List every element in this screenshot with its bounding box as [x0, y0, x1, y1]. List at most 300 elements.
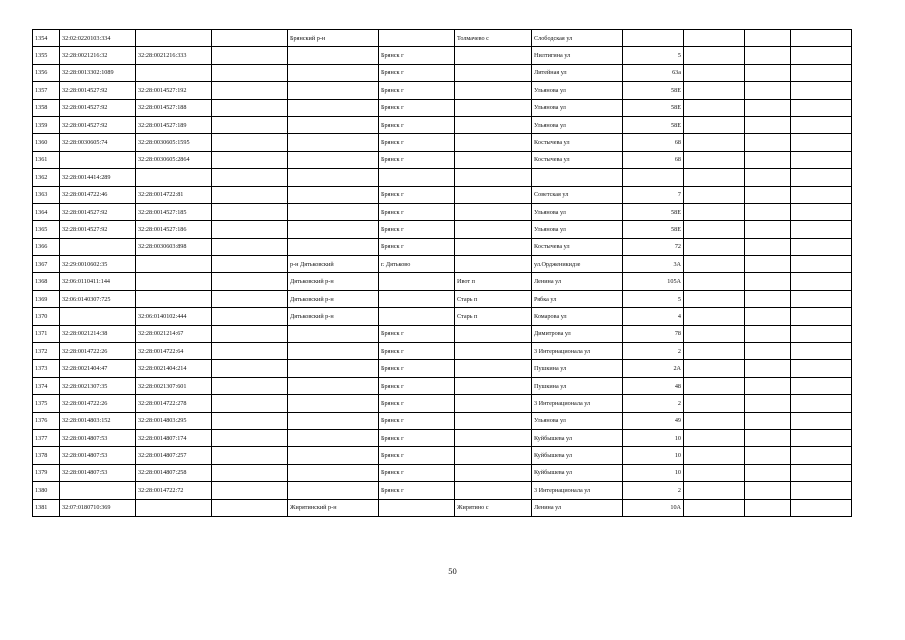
- table-row: [33, 221, 852, 238]
- building-cadastral-cell: 32:28:0014722:278: [136, 395, 212, 412]
- street-cell: Пушкина ул: [532, 360, 623, 377]
- street-cell: 3 Интернационала ул: [532, 395, 623, 412]
- street-cell: Костычева ул: [532, 238, 623, 255]
- row-number-cell: 1358: [33, 99, 60, 116]
- extra-cell: [791, 395, 852, 412]
- extra-cell: [684, 203, 745, 220]
- locality-cell: [455, 186, 532, 203]
- cadastral-number-cell: 32:28:0021307:35: [60, 377, 136, 394]
- empty-cell: [212, 308, 288, 325]
- empty-cell: [212, 377, 288, 394]
- extra-cell: [791, 116, 852, 133]
- house-cell: 58Е: [623, 203, 684, 220]
- cadastral-number-cell: 32:28:0014722:46: [60, 186, 136, 203]
- building-cadastral-cell: 32:28:0021307:601: [136, 377, 212, 394]
- locality-cell: [455, 429, 532, 446]
- row-number-cell: 1380: [33, 482, 60, 499]
- building-cadastral-cell: 32:06:0140102:444: [136, 308, 212, 325]
- building-cadastral-cell: 32:28:0014527:186: [136, 221, 212, 238]
- locality-cell: Жирятино с: [455, 499, 532, 516]
- district-cell: [288, 447, 379, 464]
- street-cell: Куйбышева ул: [532, 464, 623, 481]
- empty-cell: [212, 47, 288, 64]
- table-row: [33, 412, 852, 429]
- empty-cell: [212, 30, 288, 47]
- cadastral-number-cell: [60, 482, 136, 499]
- table-row: [33, 134, 852, 151]
- building-cadastral-cell: 32:28:0021216:333: [136, 47, 212, 64]
- house-cell: 3А: [623, 256, 684, 273]
- city-cell: Брянск г: [379, 186, 455, 203]
- empty-cell: [212, 360, 288, 377]
- empty-cell: [212, 464, 288, 481]
- building-cadastral-cell: [136, 273, 212, 290]
- extra-cell: [745, 429, 791, 446]
- row-number-cell: 1374: [33, 377, 60, 394]
- building-cadastral-cell: 32:28:0014722:64: [136, 343, 212, 360]
- cadastral-number-cell: 32:28:0014722:26: [60, 343, 136, 360]
- extra-cell: [745, 238, 791, 255]
- city-cell: [379, 290, 455, 307]
- city-cell: Брянск г: [379, 238, 455, 255]
- extra-cell: [745, 64, 791, 81]
- empty-cell: [212, 499, 288, 516]
- extra-cell: [791, 412, 852, 429]
- extra-cell: [745, 499, 791, 516]
- street-cell: Ленина ул: [532, 273, 623, 290]
- row-number-cell: 1362: [33, 169, 60, 186]
- table-row: [33, 238, 852, 255]
- table-row: [33, 203, 852, 220]
- building-cadastral-cell: 32:28:0014722:81: [136, 186, 212, 203]
- locality-cell: [455, 169, 532, 186]
- cadastral-number-cell: 32:28:0014527:92: [60, 116, 136, 133]
- building-cadastral-cell: [136, 499, 212, 516]
- table-row: [33, 482, 852, 499]
- extra-cell: [745, 360, 791, 377]
- locality-cell: Ивот п: [455, 273, 532, 290]
- house-cell: 5: [623, 290, 684, 307]
- extra-cell: [791, 169, 852, 186]
- table-row: [33, 429, 852, 446]
- street-cell: Ульянова ул: [532, 99, 623, 116]
- locality-cell: [455, 47, 532, 64]
- district-cell: [288, 238, 379, 255]
- table-row: [33, 256, 852, 273]
- cadastral-number-cell: 32:28:0014527:92: [60, 203, 136, 220]
- extra-cell: [791, 482, 852, 499]
- table-row: [33, 116, 852, 133]
- cadastral-number-cell: 32:07:0180710:369: [60, 499, 136, 516]
- row-number-cell: 1355: [33, 47, 60, 64]
- city-cell: Брянск г: [379, 116, 455, 133]
- extra-cell: [684, 186, 745, 203]
- house-cell: 72: [623, 238, 684, 255]
- locality-cell: [455, 116, 532, 133]
- row-number-cell: 1375: [33, 395, 60, 412]
- building-cadastral-cell: 32:28:0014527:185: [136, 203, 212, 220]
- locality-cell: [455, 238, 532, 255]
- extra-cell: [745, 377, 791, 394]
- locality-cell: [455, 64, 532, 81]
- street-cell: Ульянова ул: [532, 221, 623, 238]
- extra-cell: [684, 30, 745, 47]
- row-number-cell: 1364: [33, 203, 60, 220]
- building-cadastral-cell: 32:28:0014527:188: [136, 99, 212, 116]
- empty-cell: [212, 203, 288, 220]
- district-cell: [288, 82, 379, 99]
- city-cell: Брянск г: [379, 395, 455, 412]
- city-cell: [379, 169, 455, 186]
- extra-cell: [791, 308, 852, 325]
- district-cell: Дятьковский р-н: [288, 290, 379, 307]
- street-cell: Ульянова ул: [532, 203, 623, 220]
- district-cell: [288, 47, 379, 64]
- house-cell: 2А: [623, 360, 684, 377]
- city-cell: Брянск г: [379, 99, 455, 116]
- row-number-cell: 1354: [33, 30, 60, 47]
- house-cell: 58Е: [623, 82, 684, 99]
- row-number-cell: 1376: [33, 412, 60, 429]
- house-cell: 10: [623, 447, 684, 464]
- extra-cell: [745, 273, 791, 290]
- table-body: [33, 30, 852, 517]
- building-cadastral-cell: 32:28:0030605:1595: [136, 134, 212, 151]
- empty-cell: [212, 186, 288, 203]
- table-row: [33, 47, 852, 64]
- table-row: [33, 186, 852, 203]
- register-table: [32, 29, 852, 517]
- building-cadastral-cell: 32:28:0014527:189: [136, 116, 212, 133]
- extra-cell: [791, 360, 852, 377]
- extra-cell: [791, 99, 852, 116]
- district-cell: [288, 99, 379, 116]
- district-cell: [288, 464, 379, 481]
- locality-cell: [455, 447, 532, 464]
- extra-cell: [745, 290, 791, 307]
- cadastral-number-cell: 32:06:0110411:144: [60, 273, 136, 290]
- row-number-cell: 1366: [33, 238, 60, 255]
- extra-cell: [684, 134, 745, 151]
- row-number-cell: 1368: [33, 273, 60, 290]
- row-number-cell: 1367: [33, 256, 60, 273]
- cadastral-number-cell: 32:06:0140307:725: [60, 290, 136, 307]
- district-cell: [288, 360, 379, 377]
- cadastral-number-cell: 32:28:0013302:1089: [60, 64, 136, 81]
- building-cadastral-cell: [136, 64, 212, 81]
- locality-cell: [455, 395, 532, 412]
- house-cell: [623, 169, 684, 186]
- row-number-cell: 1361: [33, 151, 60, 168]
- table-row: [33, 64, 852, 81]
- extra-cell: [791, 325, 852, 342]
- district-cell: [288, 377, 379, 394]
- street-cell: Советская ул: [532, 186, 623, 203]
- extra-cell: [791, 186, 852, 203]
- empty-cell: [212, 482, 288, 499]
- extra-cell: [791, 30, 852, 47]
- empty-cell: [212, 169, 288, 186]
- house-cell: 2: [623, 482, 684, 499]
- city-cell: Брянск г: [379, 377, 455, 394]
- extra-cell: [745, 203, 791, 220]
- empty-cell: [212, 151, 288, 168]
- extra-cell: [684, 273, 745, 290]
- row-number-cell: 1357: [33, 82, 60, 99]
- city-cell: Брянск г: [379, 47, 455, 64]
- table-row: [33, 99, 852, 116]
- district-cell: Жирятинский р-н: [288, 499, 379, 516]
- row-number-cell: 1363: [33, 186, 60, 203]
- extra-cell: [791, 151, 852, 168]
- row-number-cell: 1365: [33, 221, 60, 238]
- building-cadastral-cell: 32:28:0030605:2864: [136, 151, 212, 168]
- street-cell: 3 Интернационала ул: [532, 343, 623, 360]
- cadastral-number-cell: 32:28:0014414:289: [60, 169, 136, 186]
- row-number-cell: 1372: [33, 343, 60, 360]
- extra-cell: [745, 256, 791, 273]
- city-cell: Брянск г: [379, 360, 455, 377]
- street-cell: ул.Ордженикидзе: [532, 256, 623, 273]
- cadastral-number-cell: [60, 308, 136, 325]
- extra-cell: [684, 412, 745, 429]
- cadastral-number-cell: 32:28:0021214:38: [60, 325, 136, 342]
- empty-cell: [212, 82, 288, 99]
- building-cadastral-cell: 32:28:0021404:214: [136, 360, 212, 377]
- district-cell: [288, 186, 379, 203]
- building-cadastral-cell: 32:28:0030603:898: [136, 238, 212, 255]
- street-cell: Ленина ул: [532, 499, 623, 516]
- extra-cell: [684, 82, 745, 99]
- extra-cell: [745, 47, 791, 64]
- extra-cell: [791, 64, 852, 81]
- house-cell: 105А: [623, 273, 684, 290]
- district-cell: [288, 395, 379, 412]
- building-cadastral-cell: 32:28:0014803:295: [136, 412, 212, 429]
- district-cell: [288, 134, 379, 151]
- table-row: [33, 360, 852, 377]
- district-cell: Дятьковский р-н: [288, 273, 379, 290]
- extra-cell: [745, 116, 791, 133]
- cadastral-number-cell: 32:28:0030605:74: [60, 134, 136, 151]
- extra-cell: [745, 343, 791, 360]
- locality-cell: [455, 221, 532, 238]
- table-row: [33, 447, 852, 464]
- cadastral-number-cell: [60, 151, 136, 168]
- house-cell: 58Е: [623, 221, 684, 238]
- extra-cell: [745, 308, 791, 325]
- locality-cell: [455, 256, 532, 273]
- row-number-cell: 1379: [33, 464, 60, 481]
- row-number-cell: 1373: [33, 360, 60, 377]
- extra-cell: [745, 447, 791, 464]
- table-row: [33, 377, 852, 394]
- city-cell: Брянск г: [379, 82, 455, 99]
- extra-cell: [684, 325, 745, 342]
- locality-cell: [455, 412, 532, 429]
- locality-cell: [455, 82, 532, 99]
- empty-cell: [212, 325, 288, 342]
- table-row: [33, 169, 852, 186]
- building-cadastral-cell: 32:28:0014722:72: [136, 482, 212, 499]
- district-cell: [288, 412, 379, 429]
- building-cadastral-cell: 32:28:0014807:257: [136, 447, 212, 464]
- extra-cell: [745, 221, 791, 238]
- cadastral-number-cell: 32:28:0014803:152: [60, 412, 136, 429]
- extra-cell: [745, 186, 791, 203]
- house-cell: 58Е: [623, 99, 684, 116]
- extra-cell: [684, 99, 745, 116]
- district-cell: [288, 116, 379, 133]
- cadastral-number-cell: 32:29:0010602:35: [60, 256, 136, 273]
- extra-cell: [791, 447, 852, 464]
- cadastral-number-cell: 32:28:0014527:92: [60, 82, 136, 99]
- extra-cell: [791, 464, 852, 481]
- extra-cell: [684, 151, 745, 168]
- house-cell: 63а: [623, 64, 684, 81]
- row-number-cell: 1356: [33, 64, 60, 81]
- city-cell: Брянск г: [379, 429, 455, 446]
- empty-cell: [212, 412, 288, 429]
- cadastral-number-cell: 32:28:0021216:32: [60, 47, 136, 64]
- building-cadastral-cell: [136, 290, 212, 307]
- table-row: [33, 290, 852, 307]
- district-cell: р-н Дятьковский: [288, 256, 379, 273]
- house-cell: 7: [623, 186, 684, 203]
- city-cell: Брянск г: [379, 221, 455, 238]
- empty-cell: [212, 290, 288, 307]
- building-cadastral-cell: [136, 169, 212, 186]
- street-cell: Комарова ул: [532, 308, 623, 325]
- extra-cell: [745, 464, 791, 481]
- empty-cell: [212, 256, 288, 273]
- building-cadastral-cell: 32:28:0021214:67: [136, 325, 212, 342]
- cadastral-number-cell: [60, 238, 136, 255]
- row-number-cell: 1369: [33, 290, 60, 307]
- extra-cell: [684, 221, 745, 238]
- house-cell: 10: [623, 429, 684, 446]
- extra-cell: [684, 343, 745, 360]
- house-cell: 58Е: [623, 116, 684, 133]
- table-row: [33, 151, 852, 168]
- extra-cell: [791, 134, 852, 151]
- extra-cell: [791, 47, 852, 64]
- extra-cell: [791, 82, 852, 99]
- street-cell: Литейная ул: [532, 64, 623, 81]
- extra-cell: [745, 82, 791, 99]
- house-cell: 10: [623, 464, 684, 481]
- extra-cell: [684, 447, 745, 464]
- district-cell: Дятьковский р-н: [288, 308, 379, 325]
- district-cell: Брянский р-н: [288, 30, 379, 47]
- empty-cell: [212, 134, 288, 151]
- city-cell: Брянск г: [379, 203, 455, 220]
- locality-cell: [455, 151, 532, 168]
- house-cell: [623, 30, 684, 47]
- extra-cell: [684, 290, 745, 307]
- extra-cell: [745, 99, 791, 116]
- locality-cell: [455, 343, 532, 360]
- house-cell: 10А: [623, 499, 684, 516]
- cadastral-number-cell: 32:02:0220103:334: [60, 30, 136, 47]
- table-row: [33, 82, 852, 99]
- locality-cell: [455, 464, 532, 481]
- extra-cell: [684, 169, 745, 186]
- district-cell: [288, 429, 379, 446]
- district-cell: [288, 203, 379, 220]
- city-cell: Брянск г: [379, 343, 455, 360]
- house-cell: 5: [623, 47, 684, 64]
- city-cell: Брянск г: [379, 325, 455, 342]
- district-cell: [288, 64, 379, 81]
- street-cell: Рябка ул: [532, 290, 623, 307]
- city-cell: Брянск г: [379, 151, 455, 168]
- cadastral-number-cell: 32:28:0014527:92: [60, 221, 136, 238]
- extra-cell: [684, 47, 745, 64]
- row-number-cell: 1381: [33, 499, 60, 516]
- extra-cell: [684, 308, 745, 325]
- extra-cell: [684, 499, 745, 516]
- city-cell: Брянск г: [379, 64, 455, 81]
- district-cell: [288, 325, 379, 342]
- extra-cell: [684, 464, 745, 481]
- empty-cell: [212, 221, 288, 238]
- table-row: [33, 325, 852, 342]
- cadastral-number-cell: 32:28:0014807:53: [60, 429, 136, 446]
- district-cell: [288, 221, 379, 238]
- table-row: [33, 464, 852, 481]
- district-cell: [288, 169, 379, 186]
- extra-cell: [791, 499, 852, 516]
- locality-cell: [455, 360, 532, 377]
- extra-cell: [745, 395, 791, 412]
- street-cell: Ульянова ул: [532, 412, 623, 429]
- cadastral-number-cell: 32:28:0014527:92: [60, 99, 136, 116]
- empty-cell: [212, 447, 288, 464]
- street-cell: 3 Интернационала ул: [532, 482, 623, 499]
- page-number: 50: [448, 566, 457, 576]
- extra-cell: [684, 429, 745, 446]
- empty-cell: [212, 238, 288, 255]
- empty-cell: [212, 116, 288, 133]
- row-number-cell: 1359: [33, 116, 60, 133]
- street-cell: Ульянова ул: [532, 82, 623, 99]
- street-cell: Нилтигина ул: [532, 47, 623, 64]
- extra-cell: [791, 221, 852, 238]
- district-cell: [288, 343, 379, 360]
- empty-cell: [212, 99, 288, 116]
- table-row: [33, 308, 852, 325]
- extra-cell: [684, 116, 745, 133]
- city-cell: [379, 273, 455, 290]
- house-cell: 48: [623, 377, 684, 394]
- city-cell: г. Дятьково: [379, 256, 455, 273]
- district-cell: [288, 151, 379, 168]
- city-cell: [379, 30, 455, 47]
- empty-cell: [212, 395, 288, 412]
- locality-cell: Старь п: [455, 290, 532, 307]
- empty-cell: [212, 343, 288, 360]
- house-cell: 49: [623, 412, 684, 429]
- street-cell: Димитрова ул: [532, 325, 623, 342]
- extra-cell: [745, 169, 791, 186]
- extra-cell: [745, 30, 791, 47]
- house-cell: 68: [623, 151, 684, 168]
- house-cell: 2: [623, 395, 684, 412]
- row-number-cell: 1371: [33, 325, 60, 342]
- locality-cell: [455, 99, 532, 116]
- table-row: [33, 499, 852, 516]
